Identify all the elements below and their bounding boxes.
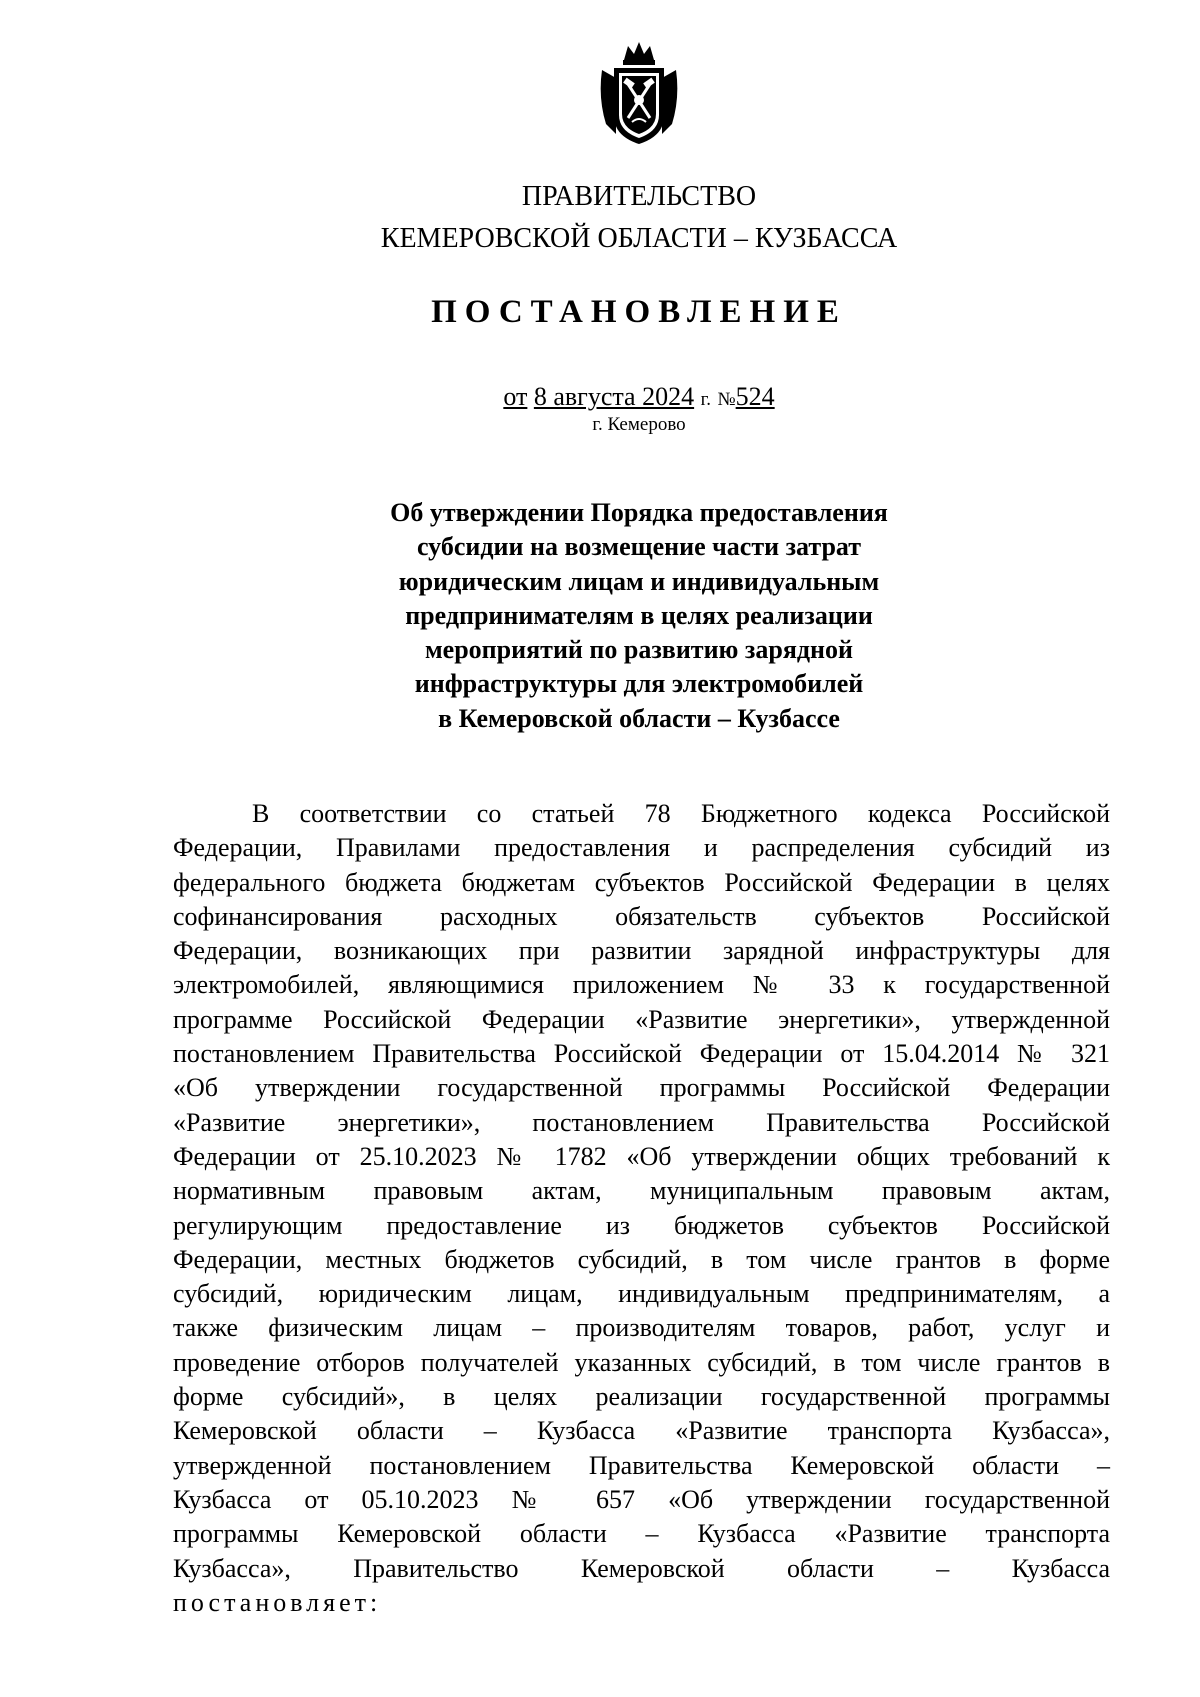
year-suffix: г.	[700, 389, 712, 410]
document-date-number-line	[0, 382, 1200, 415]
body-line: Кузбасса от 05.10.2023 № 657 «Об утверждении государственной	[173, 1484, 1110, 1514]
document-type-heading: ПОСТАНОВЛЕНИЕ	[431, 294, 847, 330]
document-body-paragraph	[173, 797, 1110, 1620]
body-line: субсидий, юридическим лицам, индивидуальным предпринимателям, а	[173, 1279, 1110, 1309]
body-line: программе Российской Федерации «Развитие энергетики», утвержденной	[173, 1004, 1110, 1034]
body-line: нормативным правовым актам, муниципальным правовым актам,	[173, 1176, 1110, 1206]
title-line: субсидии на возмещение части затрат	[416, 532, 862, 562]
body-line: постановлением Правительства Российской Федерации от 15.04.2014 № 321	[173, 1039, 1110, 1069]
coat-of-arms-emblem	[596, 38, 682, 148]
title-line: в Кемеровской области – Кузбассе	[438, 703, 840, 733]
organization-name-line2: КЕМЕРОВСКОЙ ОБЛАСТИ – КУЗБАССА	[380, 223, 898, 254]
body-line: утвержденной постановлением Правительства Кемеровской области –	[173, 1450, 1110, 1480]
body-line: регулирующим предоставление из бюджетов субъектов Российской	[173, 1210, 1110, 1240]
body-line: Кемеровской области – Кузбасса «Развитие транспорта Кузбасса»,	[173, 1416, 1110, 1446]
title-line: предпринимателям в целях реализации	[405, 600, 873, 630]
body-line: софинансирования расходных обязательств субъектов Российской	[173, 901, 1110, 931]
date-prefix: от	[503, 382, 528, 411]
title-line: мероприятий по развитию зарядной	[424, 635, 854, 665]
body-line: «Развитие энергетики», постановлением Правительства Российской	[173, 1107, 1110, 1137]
body-line: В соответствии со статьей 78 Бюджетного кодекса Российской	[252, 799, 1110, 828]
document-number: 524	[735, 382, 775, 411]
document-city: г. Кемерово	[592, 414, 686, 435]
organization-name-line1: ПРАВИТЕЛЬСТВО	[521, 181, 757, 212]
body-line: федерального бюджета бюджетам субъектов Российской Федерации в целях	[173, 867, 1110, 897]
document-title	[280, 496, 998, 736]
body-line: проведение отборов получателей указанных субсидий, в том числе грантов в	[173, 1347, 1110, 1377]
title-line: юридическим лицам и индивидуальным	[398, 566, 880, 596]
title-line: инфраструктуры для электромобилей	[414, 669, 864, 699]
coat-of-arms-icon	[596, 38, 682, 148]
body-line: «Об утверждении государственной программы Российской Федерации	[173, 1073, 1110, 1103]
body-line: программы Кемеровской области – Кузбасса «Развитие транспорта	[173, 1519, 1110, 1549]
title-line: Об утверждении Порядка предоставления	[390, 498, 888, 527]
body-line-resolution-verb: постановляет:	[173, 1587, 382, 1617]
body-line: форме субсидий», в целях реализации государственной программы	[173, 1382, 1110, 1412]
document-date: 8 августа 2024	[533, 382, 695, 411]
body-line: электромобилей, являющимися приложением № 33 к государственной	[173, 970, 1110, 1000]
body-line: Федерации, Правилами предоставления и распределения субсидий из	[173, 833, 1110, 863]
body-line: Федерации, местных бюджетов субсидий, в том числе грантов в форме	[173, 1244, 1110, 1274]
body-line: Федерации от 25.10.2023 № 1782 «Об утверждении общих требований к	[173, 1141, 1110, 1171]
body-line: Федерации, возникающих при развитии зарядной инфраструктуры для	[173, 936, 1110, 966]
number-prefix: №	[717, 389, 736, 410]
body-line: также физическим лицам – производителям товаров, работ, услуг и	[173, 1313, 1110, 1343]
body-line: Кузбасса», Правительство Кемеровской области – Кузбасса	[173, 1553, 1110, 1583]
